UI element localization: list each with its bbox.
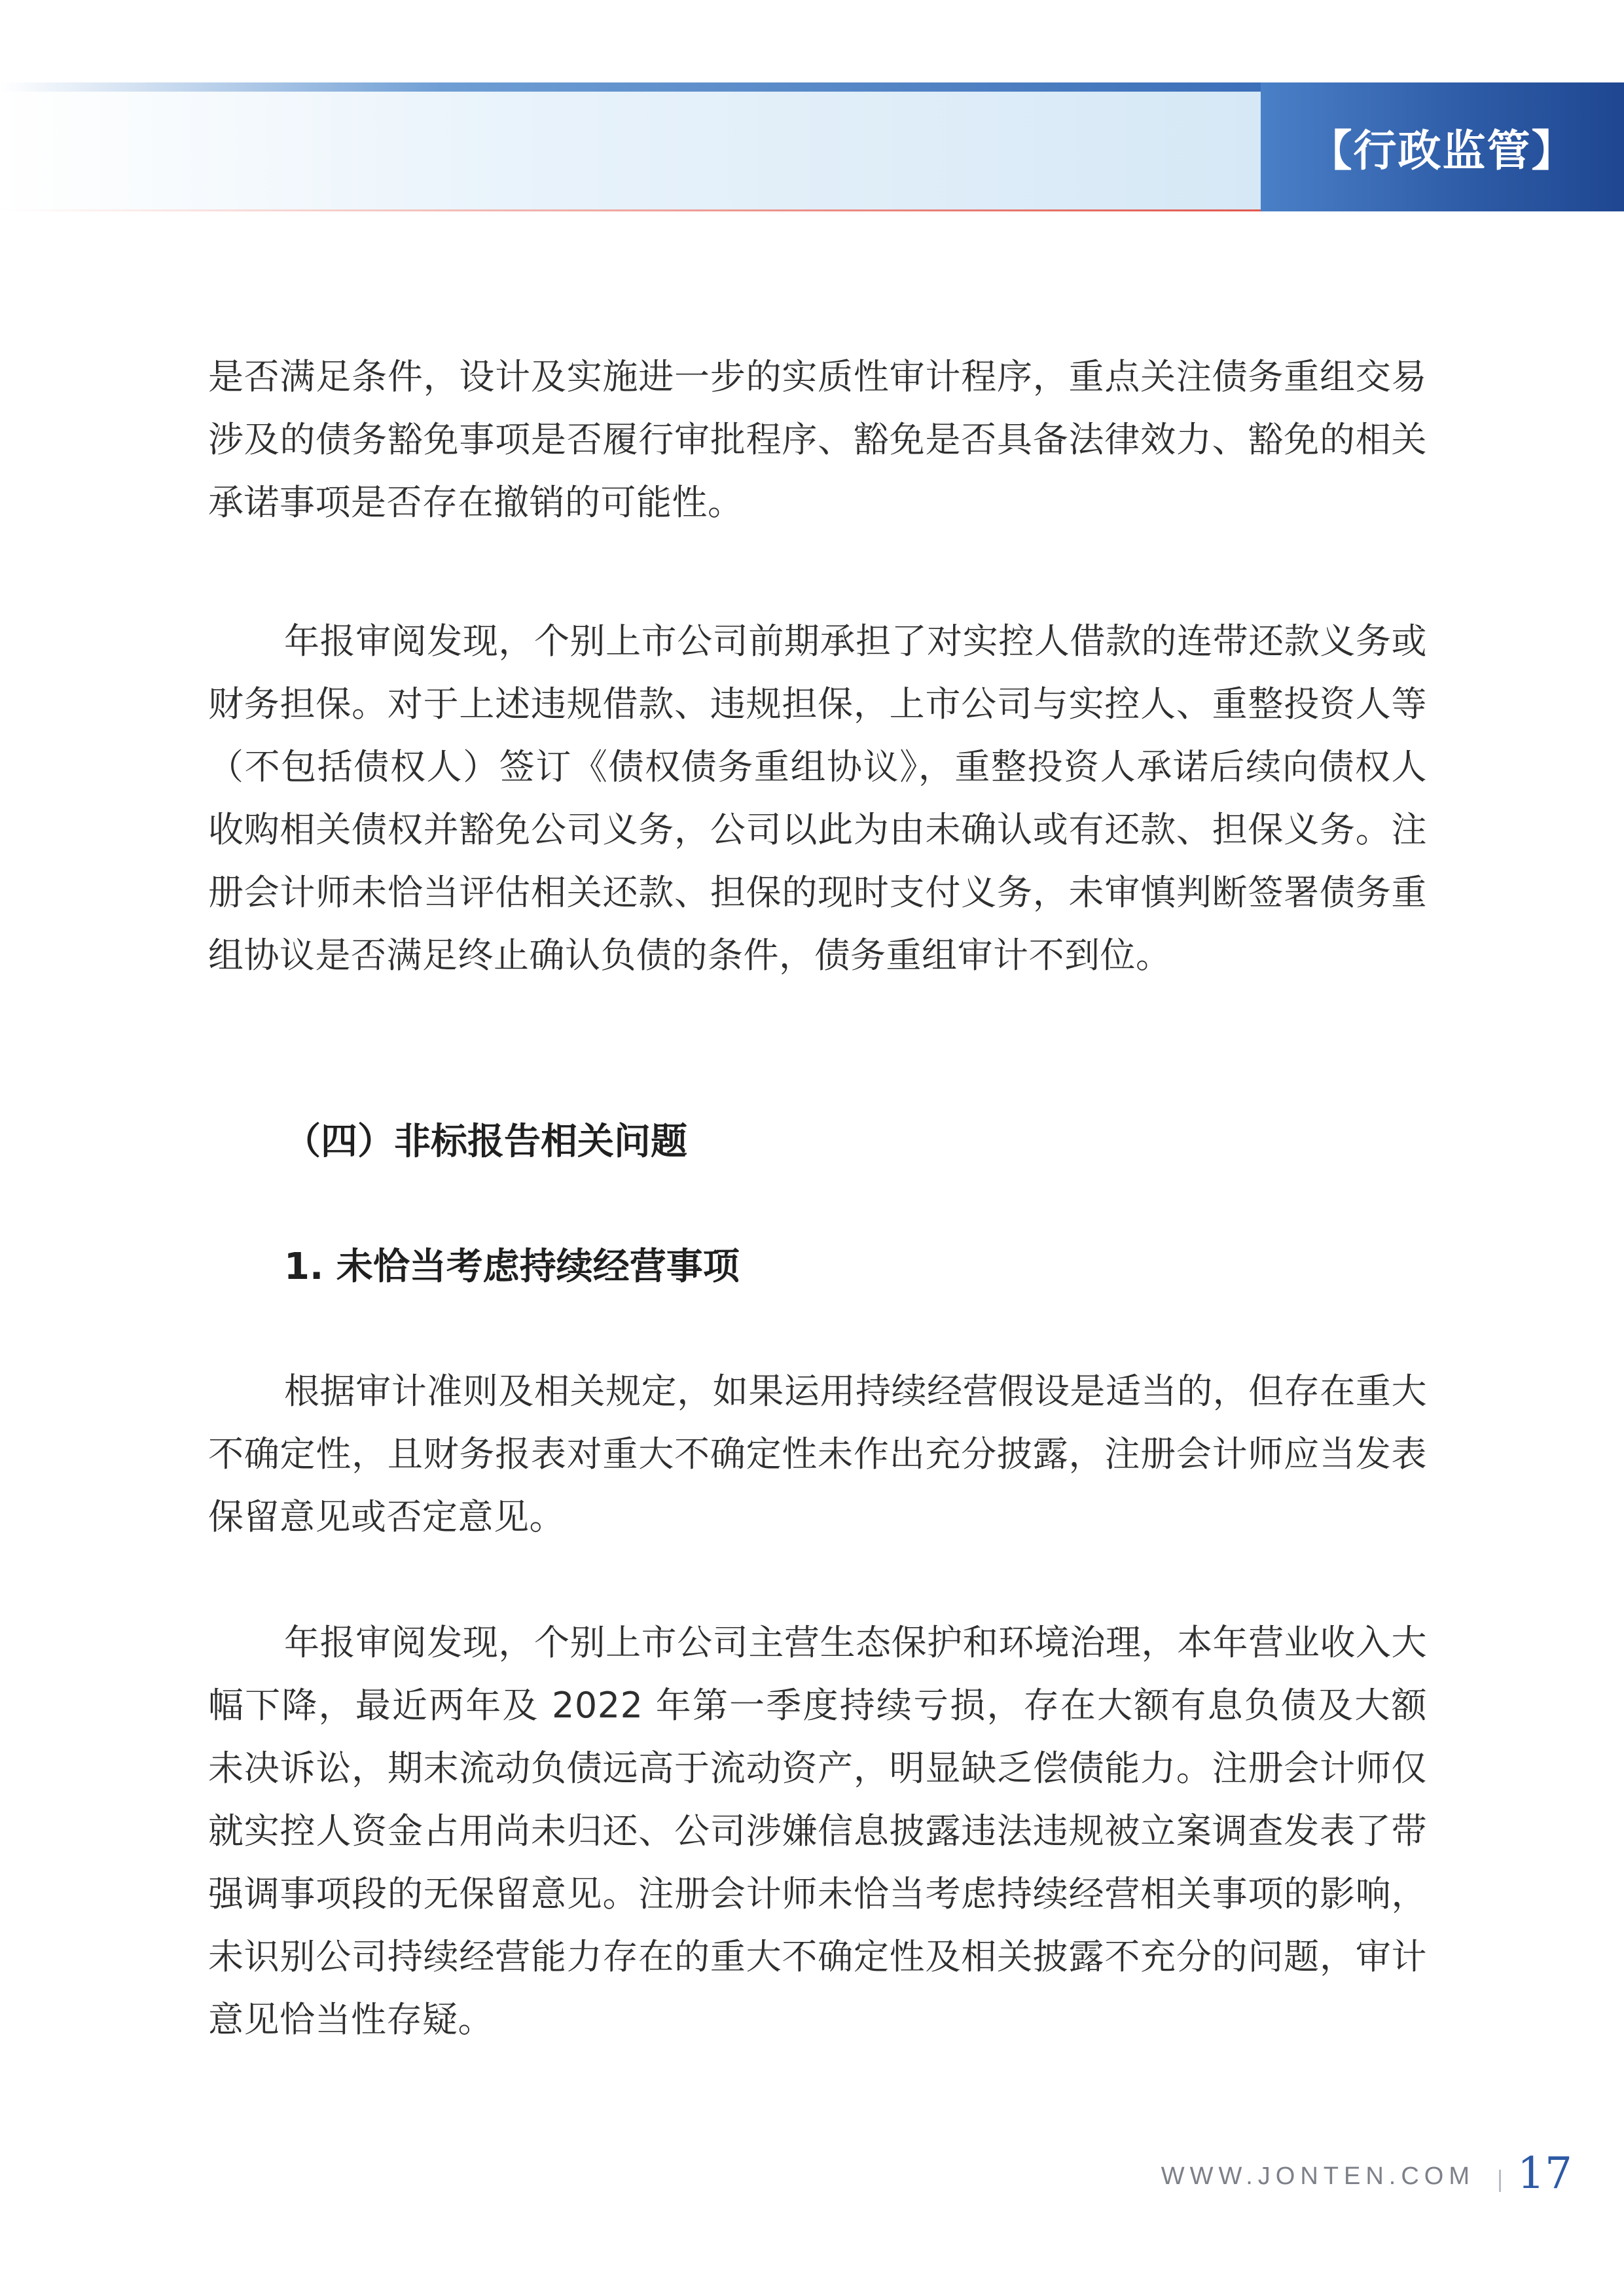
section-heading: （四）非标报告相关问题 <box>284 1121 687 1163</box>
page-number: 17 <box>1517 2148 1572 2198</box>
header-band <box>0 84 1262 211</box>
paragraph: 根据审计准则及相关规定，如果运用持续经营假设是适当的，但存在重大不确定性，且财务报表对重大不确定性未作出充分披露，注册会计师应当发表保留意见或否定意见。 <box>208 1371 1427 1537</box>
subheading: 1. 未恰当考虑持续经营事项 <box>284 1246 740 1288</box>
footer-website: WWW.JONTEN.COM <box>1161 2162 1475 2190</box>
paragraph: 年报审阅发现，个别上市公司前期承担了对实控人借款的连带还款义务或财务担保。对于上述违规借款、违规担保，上市公司与实控人、重整投资人等（不包括债权人）签订《债权债务重组协议》，重整投资人承诺后续向债权人收购相关债权并豁免公司义务，公司以此为由未确认或有还款、担保义务。注册会计师未恰当评估相关还款、担保的现时支付义务，未审慎判断签署债务重组协议是否满足终止确认负债的条件，债务重组审计不到位。 <box>208 620 1427 976</box>
section-tab <box>1261 82 1624 211</box>
footer-divider <box>1499 2170 1501 2192</box>
section-label: 【行政监管】 <box>1308 125 1576 176</box>
header-top-rule <box>0 82 1262 92</box>
header-bottom-rule <box>0 209 1262 211</box>
paragraph: 是否满足条件，设计及实施进一步的实质性审计程序，重点关注债务重组交易涉及的债务豁免事项是否履行审批程序、豁免是否具备法律效力、豁免的相关承诺事项是否存在撤销的可能性。 <box>208 356 1427 523</box>
paragraph: 年报审阅发现，个别上市公司主营生态保护和环境治理，本年营业收入大幅下降，最近两年及 2022 年第一季度持续亏损，存在大额有息负债及大额未决诉讼，期末流动负债远高于流动资产，明显缺乏偿债能力。注册会计师仅就实控人资金占用尚未归还、公司涉嫌信息披露违法违规被立案调查发表了带强调事项段的无保留意见。注册会计师未恰当考虑持续经营相关事项的影响，未识别公司持续经营能力存在的重大不确定性及相关披露不充分的问题，审计意见恰当性存疑。 <box>208 1622 1427 2040</box>
